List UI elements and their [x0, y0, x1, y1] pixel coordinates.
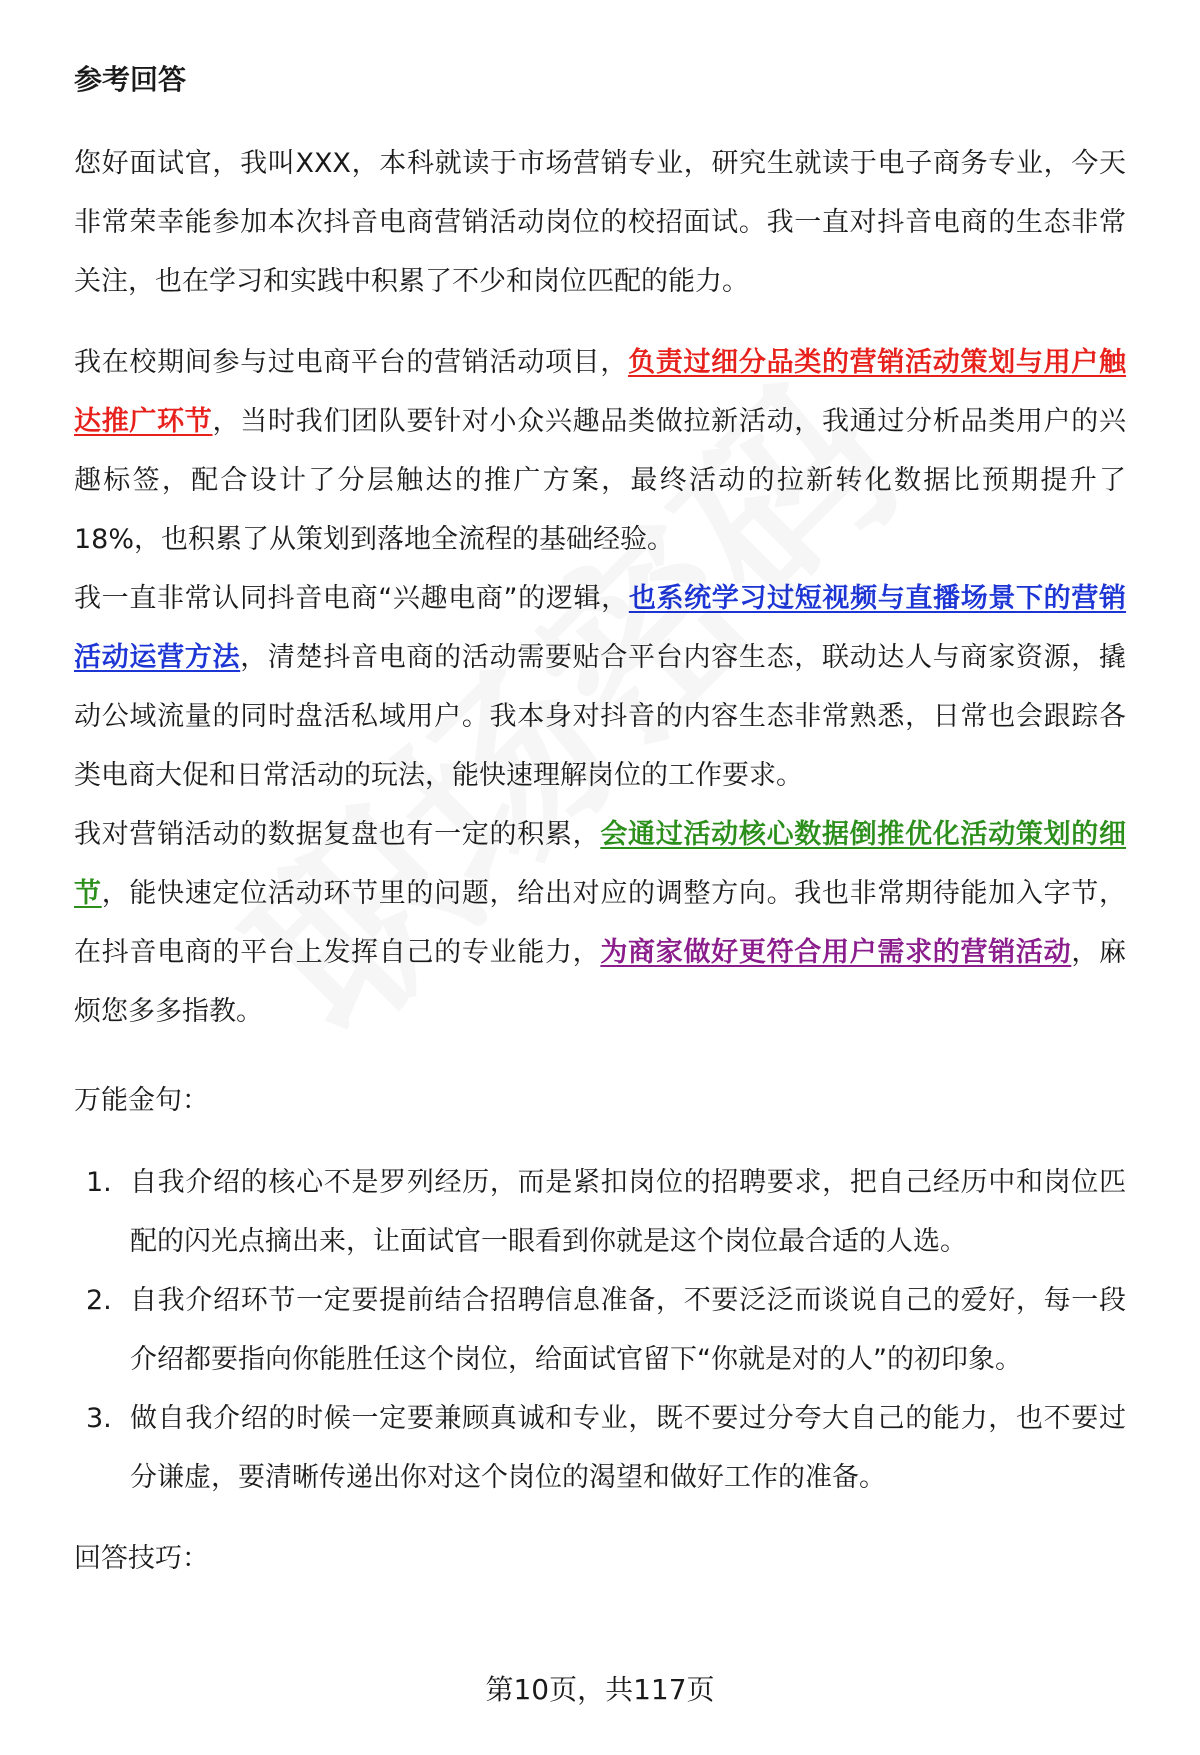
paragraph-text: ，能快速定位活动环节里的问题，给出对应的调整方向。我也非常期待能加入字节，在抖音电商的平台上发挥自己的专业能力， [74, 878, 1126, 968]
highlight-green: 会通过活动核心数据倒推优化活动策划的细节 [74, 819, 1127, 909]
list-number: 1. [86, 1167, 112, 1198]
list-number: 2. [86, 1285, 112, 1316]
paragraph-data-review [74, 805, 1126, 1041]
list-item [74, 1271, 1126, 1389]
highlight-blue: 也系统学习过短视频与直播场景下的营销活动运营方法 [74, 583, 1127, 673]
answer-tips-label: 回答技巧： [74, 1543, 209, 1574]
list-item-text: 做自我介绍的时候一定要兼顾真诚和专业，既不要过分夸大自己的能力，也不要过分谦虚，要清晰传递出你对这个岗位的渴望和做好工作的准备。 [130, 1403, 1126, 1493]
paragraph-intro: 您好面试官，我叫XXX，本科就读于市场营销专业，研究生就读于电子商务专业，今天非常荣幸能参加本次抖音电商营销活动岗位的校招面试。我一直对抖音电商的生态非常关注，也在学习和实践中积累了不少和岗位匹配的能力。 [74, 148, 1126, 297]
paragraph-experience [74, 333, 1126, 569]
list-item-text: 自我介绍环节一定要提前结合招聘信息准备，不要泛泛而谈说自己的爱好，每一段介绍都要指向你能胜任这个岗位，给面试官留下“你就是对的人”的初印象。 [130, 1285, 1126, 1375]
paragraph-text: ，麻烦您多多指教。 [74, 937, 1127, 1027]
paragraph-interest-ecommerce [74, 569, 1126, 805]
paragraph-text: 我对营销活动的数据复盘也有一定的积累， [74, 819, 601, 850]
list-item [74, 1153, 1126, 1271]
page-number-footer: 第10页，共117页 [485, 1673, 715, 1706]
section-heading: 参考回答 [74, 63, 187, 96]
highlight-red: 负责过细分品类的营销活动策划与用户触达推广环节 [74, 347, 1127, 437]
golden-sentences-label: 万能金句： [74, 1085, 209, 1116]
list-item-text: 自我介绍的核心不是罗列经历，而是紧扣岗位的招聘要求，把自己经历中和岗位匹配的闪光点摘出来，让面试官一眼看到你就是这个岗位最合适的人选。 [130, 1167, 1126, 1257]
paragraph-text: 我在校期间参与过电商平台的营销活动项目， [74, 347, 629, 378]
tips-list [74, 1153, 1126, 1507]
list-number: 3. [86, 1403, 112, 1434]
highlight-purple: 为商家做好更符合用户需求的营销活动 [600, 937, 1072, 968]
paragraph-text: 我一直非常认同抖音电商“兴趣电商”的逻辑， [74, 583, 629, 614]
paragraph-text: ，清楚抖音电商的活动需要贴合平台内容生态，联动达人与商家资源，撬动公域流量的同时盘活私域用户。我本身对抖音的内容生态非常熟悉，日常也会跟踪各类电商大促和日常活动的玩法，能快速理解岗位的工作要求。 [74, 642, 1127, 791]
paragraph-text: ，当时我们团队要针对小众兴趣品类做拉新活动，我通过分析品类用户的兴趣标签，配合设计了分层触达的推广方案，最终活动的拉新转化数据比预期提升了18%，也积累了从策划到落地全流程的基础经验。 [74, 406, 1127, 555]
list-item [74, 1389, 1126, 1507]
